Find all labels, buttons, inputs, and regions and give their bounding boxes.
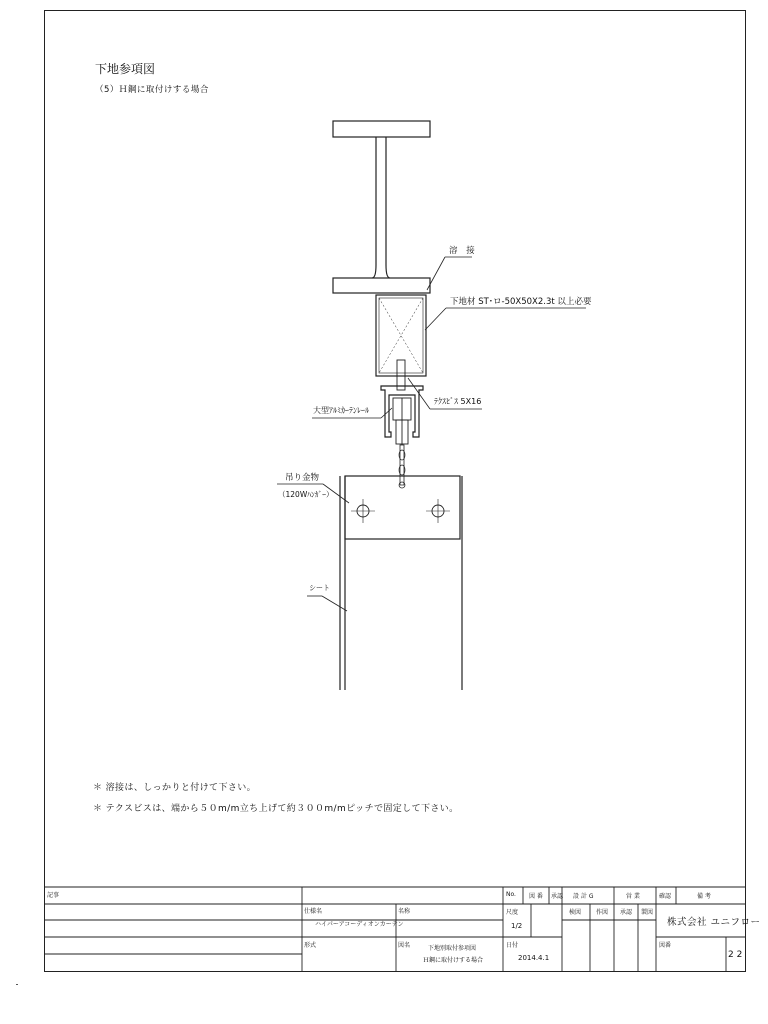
tb-zuban-header: 図 番 <box>529 893 543 900</box>
scan-mark <box>16 984 18 985</box>
tb-drawing-header: 図名 <box>398 942 411 949</box>
label-hanger: 吊り金物 <box>285 473 320 483</box>
label-rail: 大型ｱﾙﾐｶｰﾃﾝﾚｰﾙ <box>313 406 369 415</box>
tb-drawing-name-2: Ｈ鋼に取付けする場合 <box>423 957 484 964</box>
h-beam-web <box>372 137 390 278</box>
tb-zuban-label: 図番 <box>659 942 672 949</box>
tb-shounin: 承認 <box>620 909 633 916</box>
tb-sakuzu: 作図 <box>596 909 609 916</box>
sheet-subtitle: （5）Ｈ鋼に取付けする場合 <box>95 85 209 95</box>
tb-date-header: 日付 <box>506 942 519 949</box>
tb-date-value: 2014.4.1 <box>518 954 550 962</box>
h-beam-top-flange <box>333 121 430 137</box>
sheet-title: 下地参項図 <box>95 62 156 76</box>
tb-kiji: 記事 <box>47 892 60 899</box>
tb-approve-header: 承認 <box>551 893 564 900</box>
tb-scale-header: 尺度 <box>506 909 519 916</box>
tb-form-header: 形式 <box>304 942 317 949</box>
tb-name-header: 名称 <box>398 908 411 915</box>
h-beam-bottom-flange <box>333 278 430 293</box>
label-tek-screw: ﾃｸｽﾋﾞｽ 5X16 <box>434 397 482 406</box>
note-tek-screw: ＊ テクスビスは、端から５０m/m立ち上げて約３００m/mピッチで固定して下さい。 <box>93 804 459 814</box>
tb-sheet-number: 2 2 <box>728 950 743 960</box>
tb-setsumei: 製図 <box>641 909 654 916</box>
tb-bikou-header: 備 考 <box>697 893 711 900</box>
tb-kenzu: 検図 <box>569 909 582 916</box>
tb-kakunin-header: 確認 <box>659 893 672 900</box>
label-sheet: シート <box>309 584 330 592</box>
tb-company: 株式会社 ユニフロー <box>667 917 761 928</box>
tb-drawing-name-1: 下地別取付参項図 <box>428 945 477 952</box>
tb-design-header: 設 計 G <box>573 893 594 900</box>
note-weld: ＊ 溶接は、しっかりと付けて下さい。 <box>93 783 257 793</box>
tb-product-name: ハイパーアコーディオンカーテン <box>315 921 404 928</box>
title-block-grid <box>44 887 746 972</box>
tb-no-header: No. <box>506 891 516 898</box>
label-weld: 溶 接 <box>449 246 478 256</box>
tb-scale-value: 1/2 <box>511 922 523 930</box>
tb-product-header: 仕様名 <box>304 908 323 915</box>
base-square-tube <box>376 295 426 376</box>
label-hanger-spec: （120Wﾊﾝｶﾞｰ） <box>278 490 334 499</box>
label-base-material: 下地材 ST･ロ-50X50X2.3t 以上必要 <box>450 297 592 307</box>
tb-eigyo-header: 営 業 <box>626 893 640 900</box>
